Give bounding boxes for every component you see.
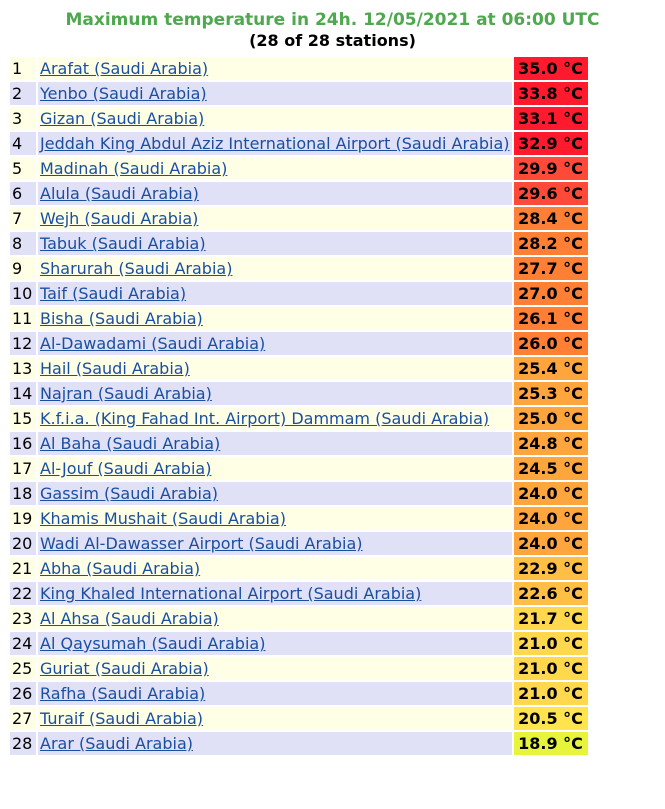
station-cell [38,407,512,430]
temperature-cell: 21.0 °C [514,657,588,680]
station-link[interactable]: Wadi Al-Dawasser Airport (Saudi Arabia) [40,534,363,553]
table-row [10,507,588,530]
rank-cell: 9 [10,257,36,280]
rank-cell: 3 [10,107,36,130]
station-link[interactable]: Wejh (Saudi Arabia) [40,209,199,228]
station-link[interactable]: King Khaled International Airport (Saudi Arabia) [40,584,422,603]
station-link[interactable]: Bisha (Saudi Arabia) [40,309,203,328]
station-cell [38,532,512,555]
temperature-cell: 21.0 °C [514,682,588,705]
station-cell [38,482,512,505]
temperature-cell: 26.0 °C [514,332,588,355]
rank-cell: 11 [10,307,36,330]
rank-cell: 10 [10,282,36,305]
table-row [10,682,588,705]
rank-cell: 28 [10,732,36,755]
temperature-cell: 24.8 °C [514,432,588,455]
station-link[interactable]: Gassim (Saudi Arabia) [40,484,218,503]
rank-cell: 21 [10,557,36,580]
station-link[interactable]: Al Ahsa (Saudi Arabia) [40,609,219,628]
rank-cell: 25 [10,657,36,680]
station-cell [38,157,512,180]
page-title: Maximum temperature in 24h. 12/05/2021 at 06:00 UTC [65,10,600,30]
temperature-cell: 25.0 °C [514,407,588,430]
temperature-cell: 22.9 °C [514,557,588,580]
rank-cell: 13 [10,357,36,380]
temperature-cell: 25.4 °C [514,357,588,380]
temperature-cell: 29.9 °C [514,157,588,180]
rank-cell: 14 [10,382,36,405]
table-row [10,132,588,155]
rank-cell: 19 [10,507,36,530]
table-row [10,407,588,430]
station-cell [38,107,512,130]
rank-cell: 6 [10,182,36,205]
station-cell [38,307,512,330]
temperature-cell: 33.8 °C [514,82,588,105]
table-row [10,657,588,680]
station-link[interactable]: Jeddah King Abdul Aziz International Airport (Saudi Arabia) [40,134,510,153]
table-row [10,532,588,555]
rank-cell: 15 [10,407,36,430]
rank-cell: 23 [10,607,36,630]
station-link[interactable]: Taif (Saudi Arabia) [40,284,187,303]
station-cell [38,282,512,305]
temperature-cell: 20.5 °C [514,707,588,730]
table-row [10,307,588,330]
rank-cell: 5 [10,157,36,180]
rank-cell: 18 [10,482,36,505]
stations-table [8,55,590,757]
rank-cell: 26 [10,682,36,705]
table-row [10,232,588,255]
station-link[interactable]: Yenbo (Saudi Arabia) [40,84,207,103]
table-row [10,207,588,230]
station-link[interactable]: K.f.i.a. (King Fahad Int. Airport) Dammam (Saudi Arabia) [40,409,490,428]
table-row [10,732,588,755]
station-cell [38,232,512,255]
temperature-cell: 21.0 °C [514,632,588,655]
rank-cell: 20 [10,532,36,555]
station-cell [38,682,512,705]
table-row [10,382,588,405]
table-row [10,582,588,605]
station-link[interactable]: Sharurah (Saudi Arabia) [40,259,233,278]
station-link[interactable]: Alula (Saudi Arabia) [40,184,199,203]
rank-cell: 24 [10,632,36,655]
temperature-cell: 24.0 °C [514,507,588,530]
station-link[interactable]: Turaif (Saudi Arabia) [40,709,204,728]
temperature-cell: 24.5 °C [514,457,588,480]
rank-cell: 12 [10,332,36,355]
station-link[interactable]: Rafha (Saudi Arabia) [40,684,206,703]
table-row [10,607,588,630]
table-row [10,707,588,730]
station-link[interactable]: Najran (Saudi Arabia) [40,384,212,403]
temperature-cell: 29.6 °C [514,182,588,205]
station-link[interactable]: Al Qaysumah (Saudi Arabia) [40,634,266,653]
table-row [10,332,588,355]
station-cell [38,57,512,80]
station-link[interactable]: Al-Dawadami (Saudi Arabia) [40,334,266,353]
table-row [10,82,588,105]
station-cell [38,82,512,105]
table-row [10,357,588,380]
station-cell [38,707,512,730]
temperature-cell: 35.0 °C [514,57,588,80]
table-row [10,282,588,305]
rank-cell: 8 [10,232,36,255]
temperature-cell: 26.1 °C [514,307,588,330]
table-row [10,157,588,180]
station-link[interactable]: Tabuk (Saudi Arabia) [40,234,206,253]
station-cell [38,132,512,155]
rank-cell: 16 [10,432,36,455]
station-cell [38,182,512,205]
rank-cell: 1 [10,57,36,80]
table-row [10,482,588,505]
station-link[interactable]: Abha (Saudi Arabia) [40,559,201,578]
station-link[interactable]: Guriat (Saudi Arabia) [40,659,209,678]
temperature-cell: 24.0 °C [514,482,588,505]
table-row [10,257,588,280]
temperature-cell: 21.7 °C [514,607,588,630]
temperature-cell: 28.2 °C [514,232,588,255]
station-link[interactable]: Hail (Saudi Arabia) [40,359,190,378]
station-cell [38,432,512,455]
table-row [10,632,588,655]
station-cell [38,732,512,755]
table-row [10,107,588,130]
station-link[interactable]: Khamis Mushait (Saudi Arabia) [40,509,286,528]
rank-cell: 7 [10,207,36,230]
station-cell [38,457,512,480]
station-cell [38,657,512,680]
station-link[interactable]: Arar (Saudi Arabia) [40,734,193,753]
rank-cell: 17 [10,457,36,480]
station-cell [38,582,512,605]
station-cell [38,257,512,280]
temperature-cell: 22.6 °C [514,582,588,605]
station-cell [38,357,512,380]
station-count: (28 of 28 stations) [249,31,416,50]
station-cell [38,507,512,530]
station-link[interactable]: Al-Jouf (Saudi Arabia) [40,459,212,478]
station-cell [38,607,512,630]
table-row [10,557,588,580]
temperature-cell: 27.7 °C [514,257,588,280]
station-cell [38,632,512,655]
temperature-cell: 18.9 °C [514,732,588,755]
table-row [10,182,588,205]
temperature-cell: 25.3 °C [514,382,588,405]
temperature-cell: 27.0 °C [514,282,588,305]
station-link[interactable]: Al Baha (Saudi Arabia) [40,434,221,453]
temperature-cell: 28.4 °C [514,207,588,230]
station-cell [38,332,512,355]
station-cell [38,382,512,405]
station-link[interactable]: Gizan (Saudi Arabia) [40,109,205,128]
station-cell [38,207,512,230]
table-row [10,457,588,480]
station-link[interactable]: Madinah (Saudi Arabia) [40,159,228,178]
rank-cell: 27 [10,707,36,730]
temperature-cell: 33.1 °C [514,107,588,130]
rank-cell: 22 [10,582,36,605]
station-cell [38,557,512,580]
rank-cell: 4 [10,132,36,155]
rank-cell: 2 [10,82,36,105]
table-row [10,57,588,80]
table-row [10,432,588,455]
temperature-cell: 24.0 °C [514,532,588,555]
station-link[interactable]: Arafat (Saudi Arabia) [40,59,209,78]
temperature-cell: 32.9 °C [514,132,588,155]
